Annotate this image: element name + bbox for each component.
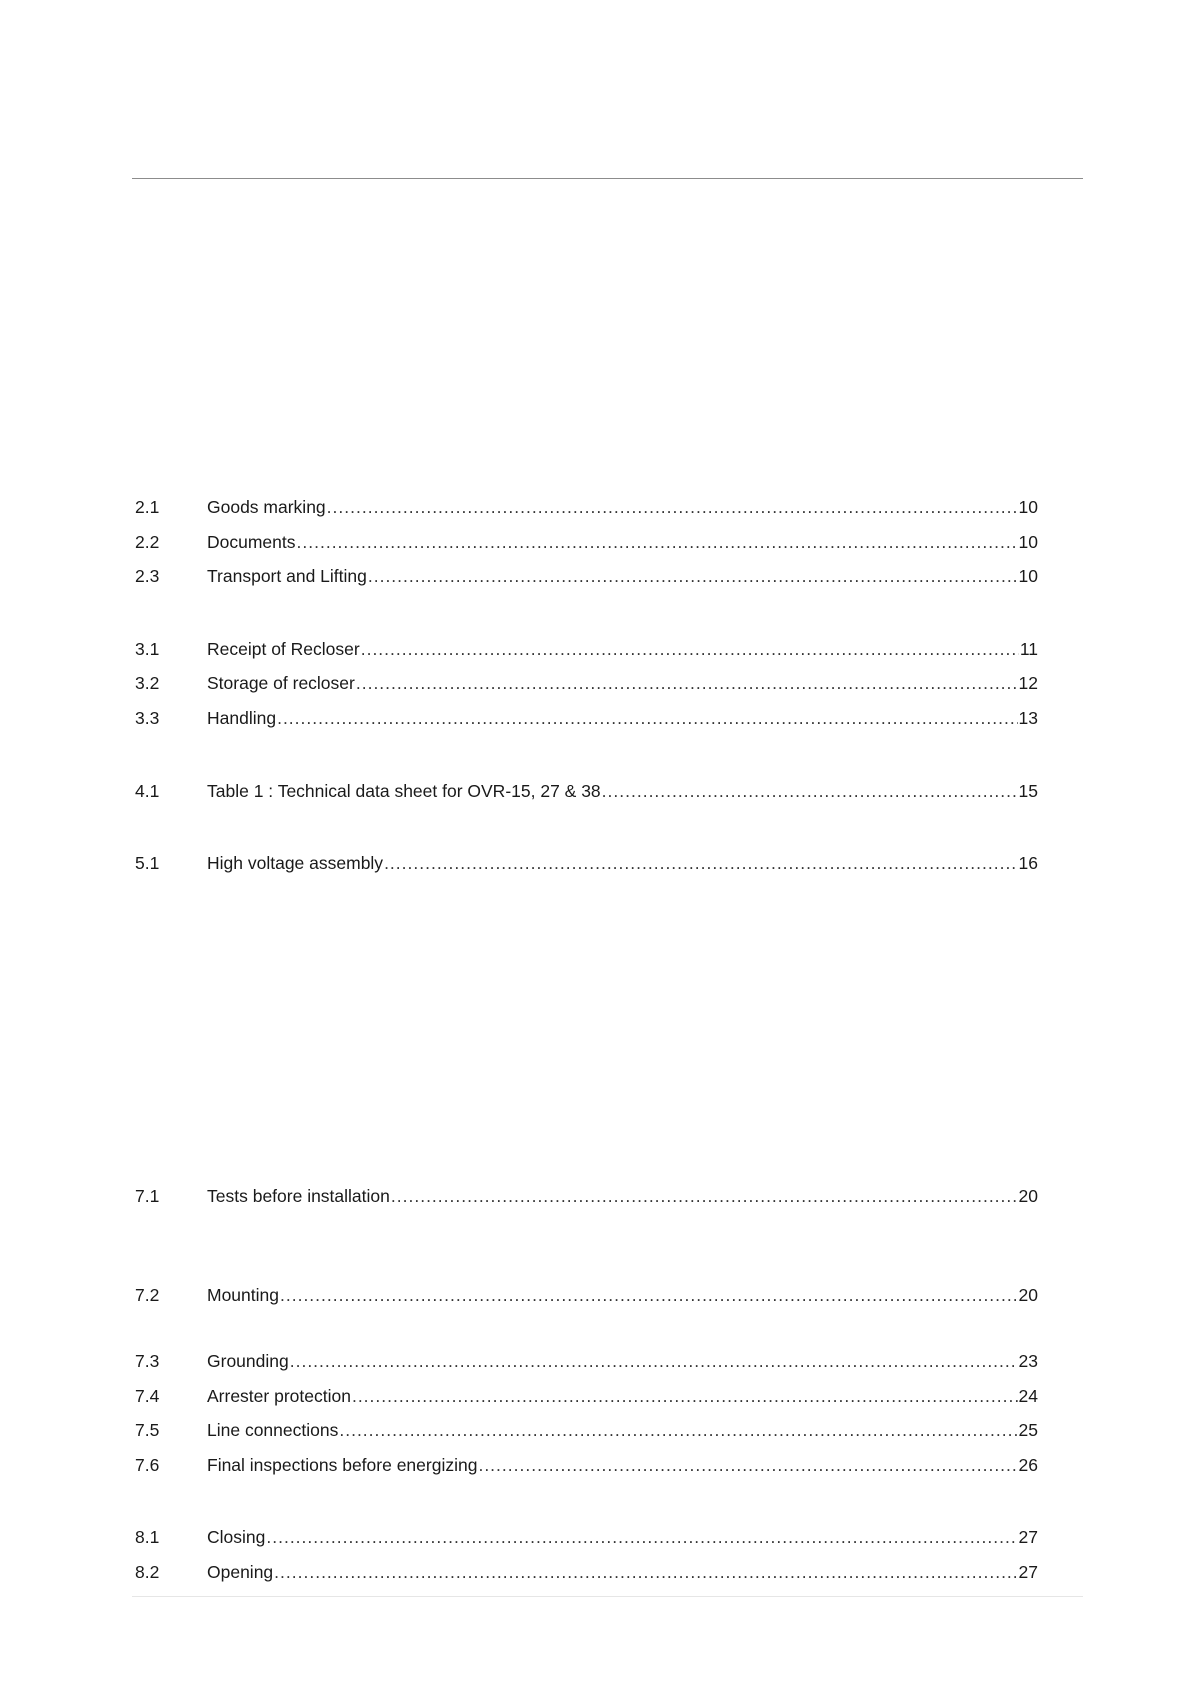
toc-entry-page: 13 <box>1018 708 1038 728</box>
toc-entry-number: 7.1 <box>135 1186 160 1206</box>
toc-entry-number: 7.6 <box>135 1455 160 1475</box>
toc-entry-number: 5.1 <box>135 853 160 873</box>
toc-entry-page: 20 <box>1018 1285 1038 1305</box>
toc-entry-number: 8.1 <box>135 1527 160 1547</box>
toc-entry-page: 24 <box>1018 1386 1038 1406</box>
toc-entry-number: 7.3 <box>135 1351 160 1371</box>
toc-entry-title: Transport and Lifting <box>207 566 367 586</box>
toc-entry-title: Final inspections before energizing <box>207 1455 478 1475</box>
toc-entry[interactable] <box>135 851 1038 875</box>
toc-entry-page: 23 <box>1018 1351 1038 1371</box>
toc-entry-page: 15 <box>1018 781 1038 801</box>
toc-entry-number: 7.5 <box>135 1420 160 1440</box>
toc-entry-title: Opening <box>207 1562 274 1582</box>
toc-dot-leader <box>297 530 1018 554</box>
toc-entry[interactable] <box>135 1525 1038 1549</box>
toc-dot-leader <box>361 637 1019 661</box>
toc-entry-number: 2.2 <box>135 532 160 552</box>
toc-entry[interactable] <box>135 495 1038 519</box>
toc-dot-leader <box>277 706 1017 730</box>
toc-dot-leader <box>602 779 1018 803</box>
toc-entry[interactable] <box>135 1184 1038 1208</box>
toc-entry-title: Mounting <box>207 1285 279 1305</box>
toc-entry-title: Table 1 : Technical data sheet for OVR-15, 27 & 38 <box>207 781 601 801</box>
toc-entry-title: Handling <box>207 708 277 728</box>
toc-entry-number: 3.2 <box>135 673 160 693</box>
toc-entry-page: 10 <box>1018 497 1038 517</box>
toc-entry-page: 16 <box>1018 853 1038 873</box>
toc-dot-leader <box>274 1560 1017 1584</box>
toc-entry-number: 8.2 <box>135 1562 160 1582</box>
toc-dot-leader <box>384 851 1017 875</box>
toc-entry[interactable] <box>135 706 1038 730</box>
toc-entry[interactable] <box>135 1349 1038 1373</box>
toc-entry-page: 20 <box>1018 1186 1038 1206</box>
toc-entry[interactable] <box>135 779 1038 803</box>
toc-entry-page: 10 <box>1018 532 1038 552</box>
toc-entry[interactable] <box>135 564 1038 588</box>
toc-entry-page: 27 <box>1018 1562 1038 1582</box>
toc-dot-leader <box>280 1283 1018 1307</box>
toc-entry-title: Goods marking <box>207 497 326 517</box>
toc-dot-leader <box>478 1453 1017 1477</box>
toc-entry-number: 3.1 <box>135 639 160 659</box>
toc-entry-page: 11 <box>1019 639 1038 659</box>
header-rule <box>132 178 1083 179</box>
toc-entry-title: High voltage assembly <box>207 853 384 873</box>
toc-entry-page: 27 <box>1018 1527 1038 1547</box>
toc-dot-leader <box>339 1418 1017 1442</box>
toc-dot-leader <box>356 671 1018 695</box>
toc-entry-title: Documents <box>207 532 296 552</box>
toc-entry-title: Receipt of Recloser <box>207 639 360 659</box>
toc-entry-number: 7.2 <box>135 1285 160 1305</box>
toc-entry[interactable] <box>135 1418 1038 1442</box>
toc-entry[interactable] <box>135 1384 1038 1408</box>
toc-entry-title: Line connections <box>207 1420 339 1440</box>
toc-dot-leader <box>368 564 1018 588</box>
toc-entry-title: Closing <box>207 1527 266 1547</box>
toc-entry[interactable] <box>135 637 1038 661</box>
toc-entry[interactable] <box>135 530 1038 554</box>
toc-entry-number: 3.3 <box>135 708 160 728</box>
toc-entry-title: Arrester protection <box>207 1386 351 1406</box>
toc-entry[interactable] <box>135 671 1038 695</box>
toc-dot-leader <box>290 1349 1018 1373</box>
toc-entry-page: 25 <box>1018 1420 1038 1440</box>
toc-entry-title: Tests before installation <box>207 1186 390 1206</box>
toc-entry-number: 2.3 <box>135 566 160 586</box>
toc-entry-page: 12 <box>1018 673 1038 693</box>
toc-entry-title: Grounding <box>207 1351 289 1371</box>
toc-entry-number: 7.4 <box>135 1386 160 1406</box>
toc-entry-title: Storage of recloser <box>207 673 355 693</box>
toc-entry-page: 10 <box>1018 566 1038 586</box>
toc-dot-leader <box>327 495 1018 519</box>
toc-entry[interactable] <box>135 1283 1038 1307</box>
toc-dot-leader <box>352 1384 1018 1408</box>
toc-entry-number: 4.1 <box>135 781 160 801</box>
toc-dot-leader <box>391 1184 1018 1208</box>
toc-entry[interactable] <box>135 1453 1038 1477</box>
toc-entry-page: 26 <box>1018 1455 1038 1475</box>
toc-dot-leader <box>266 1525 1017 1549</box>
footer-rule <box>132 1596 1083 1597</box>
toc-entry-number: 2.1 <box>135 497 160 517</box>
toc-entry[interactable] <box>135 1560 1038 1584</box>
